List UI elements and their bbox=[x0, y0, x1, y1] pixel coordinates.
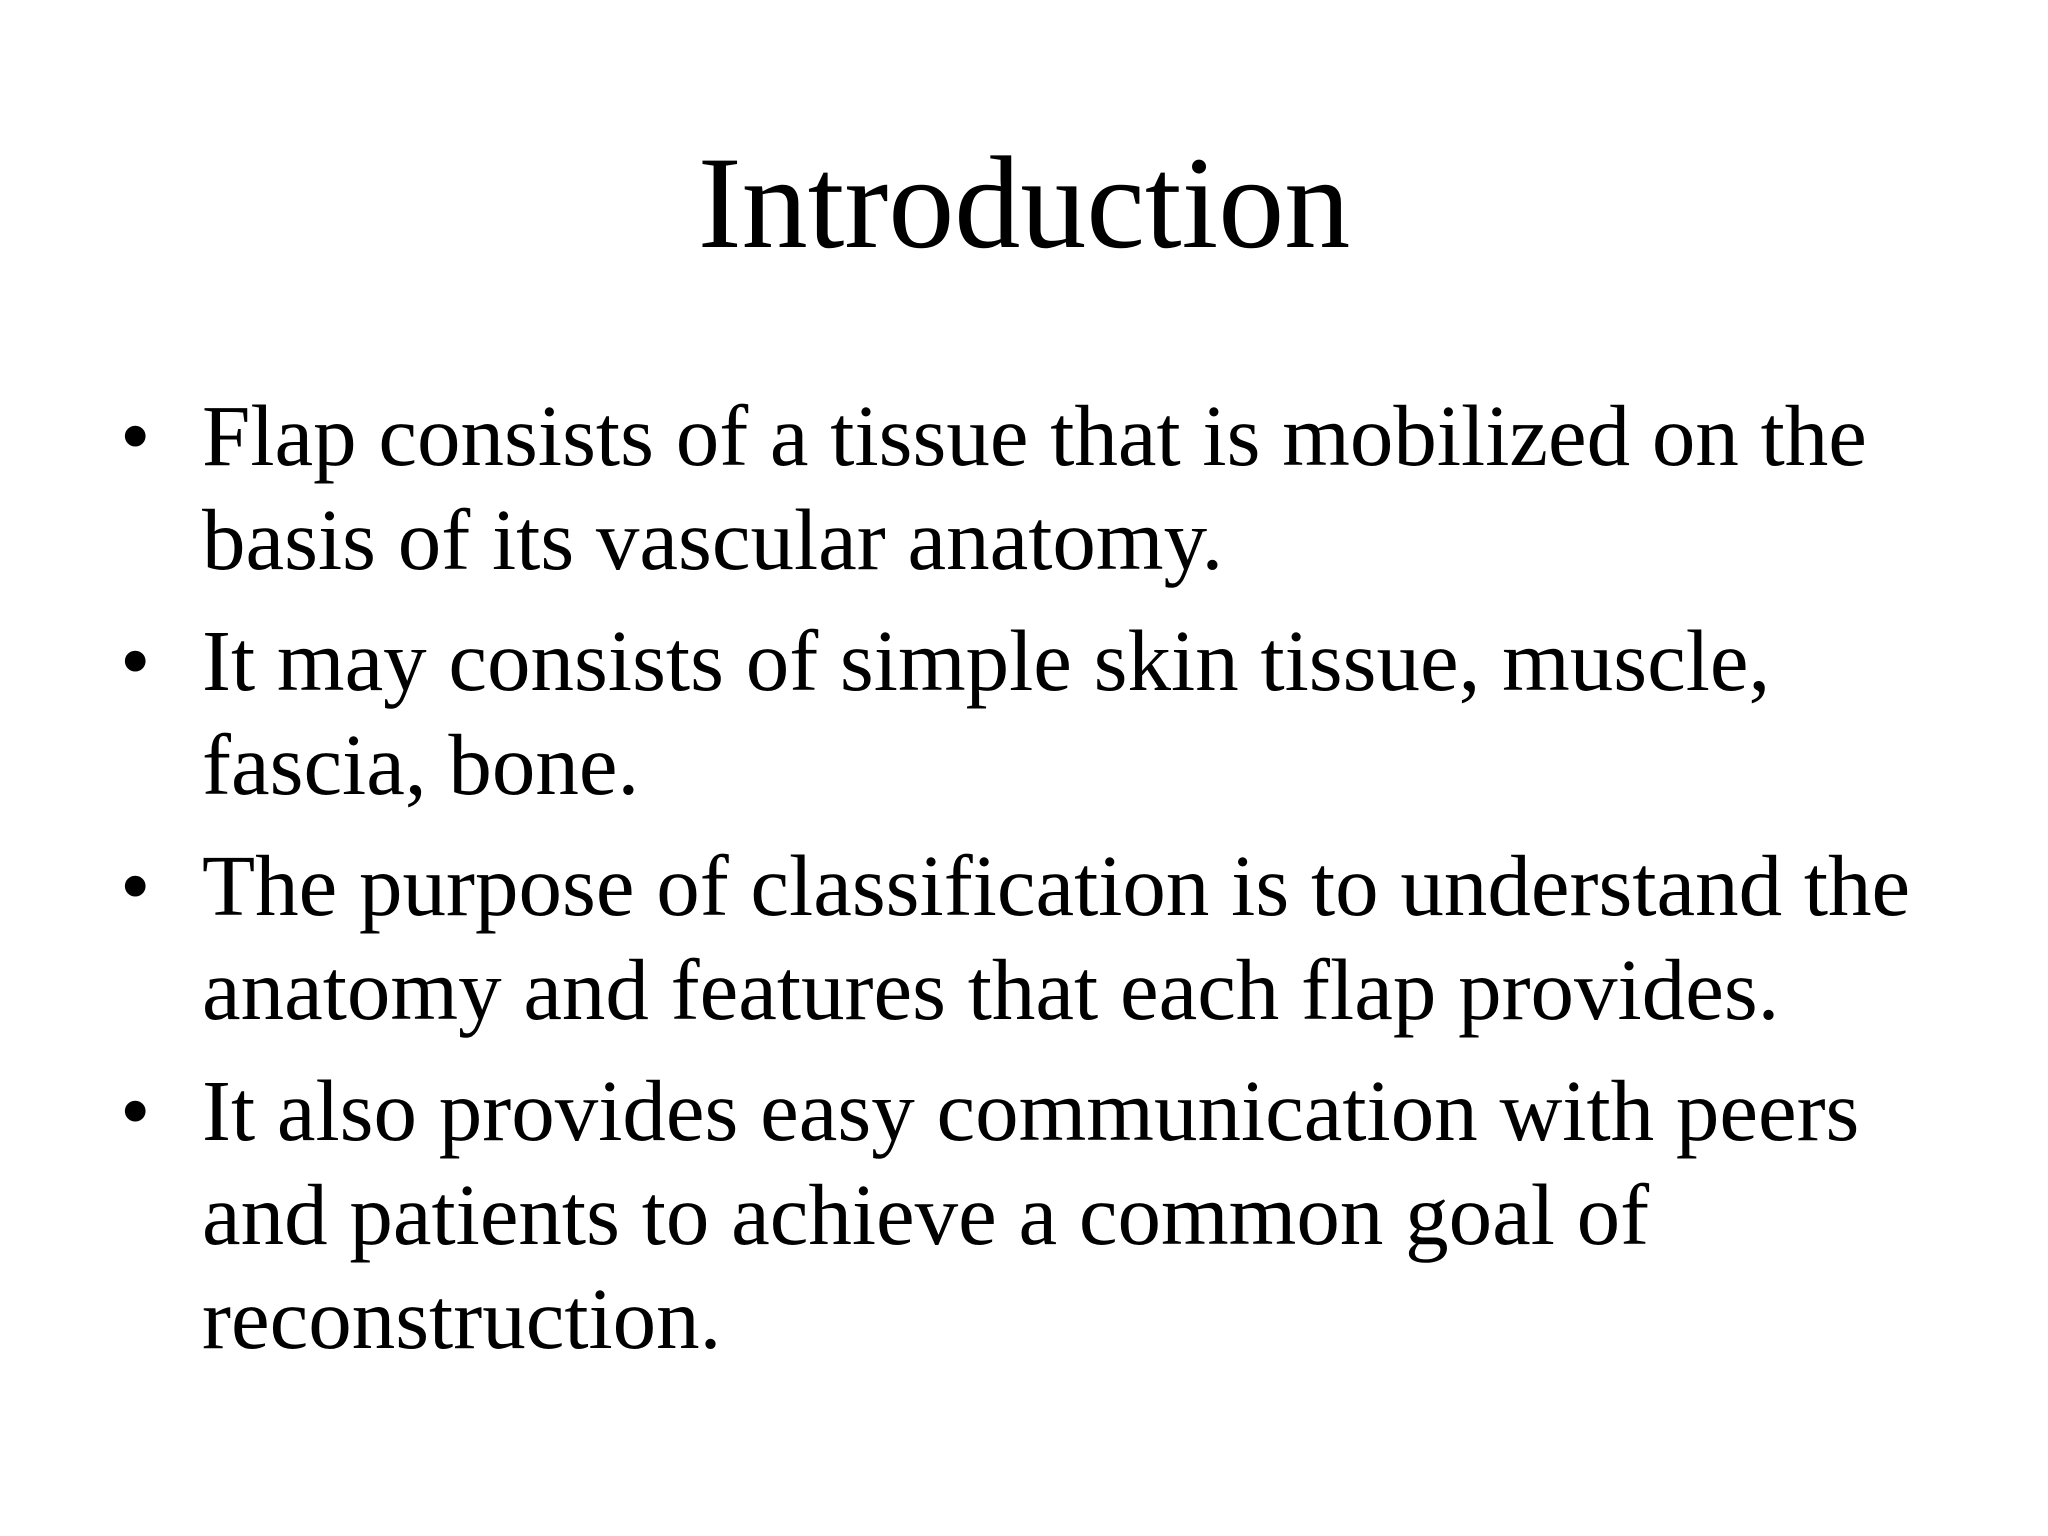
bullet-item bbox=[120, 834, 1980, 1042]
bullet-item bbox=[120, 609, 1980, 817]
bullet-item bbox=[120, 1059, 1980, 1371]
slide-title: Introduction bbox=[697, 129, 1351, 276]
bullet-text: It may consists of simple skin tissue, muscle, fascia, bone. bbox=[202, 612, 1771, 813]
bullet-icon: • bbox=[120, 612, 151, 709]
bullet-text: It also provides easy communication with peers and patients to achieve a common goal of reconstruction. bbox=[202, 1062, 1860, 1367]
bullet-text: Flap consists of a tissue that is mobilized on the basis of its vascular anatomy. bbox=[202, 387, 1867, 588]
bullet-text: The purpose of classification is to understand the anatomy and features that each flap provides. bbox=[202, 837, 1911, 1038]
bullet-icon: • bbox=[120, 387, 151, 484]
bullet-list bbox=[120, 384, 1980, 1388]
bullet-icon: • bbox=[120, 837, 151, 934]
bullet-item bbox=[120, 384, 1980, 592]
bullet-icon: • bbox=[120, 1062, 151, 1159]
